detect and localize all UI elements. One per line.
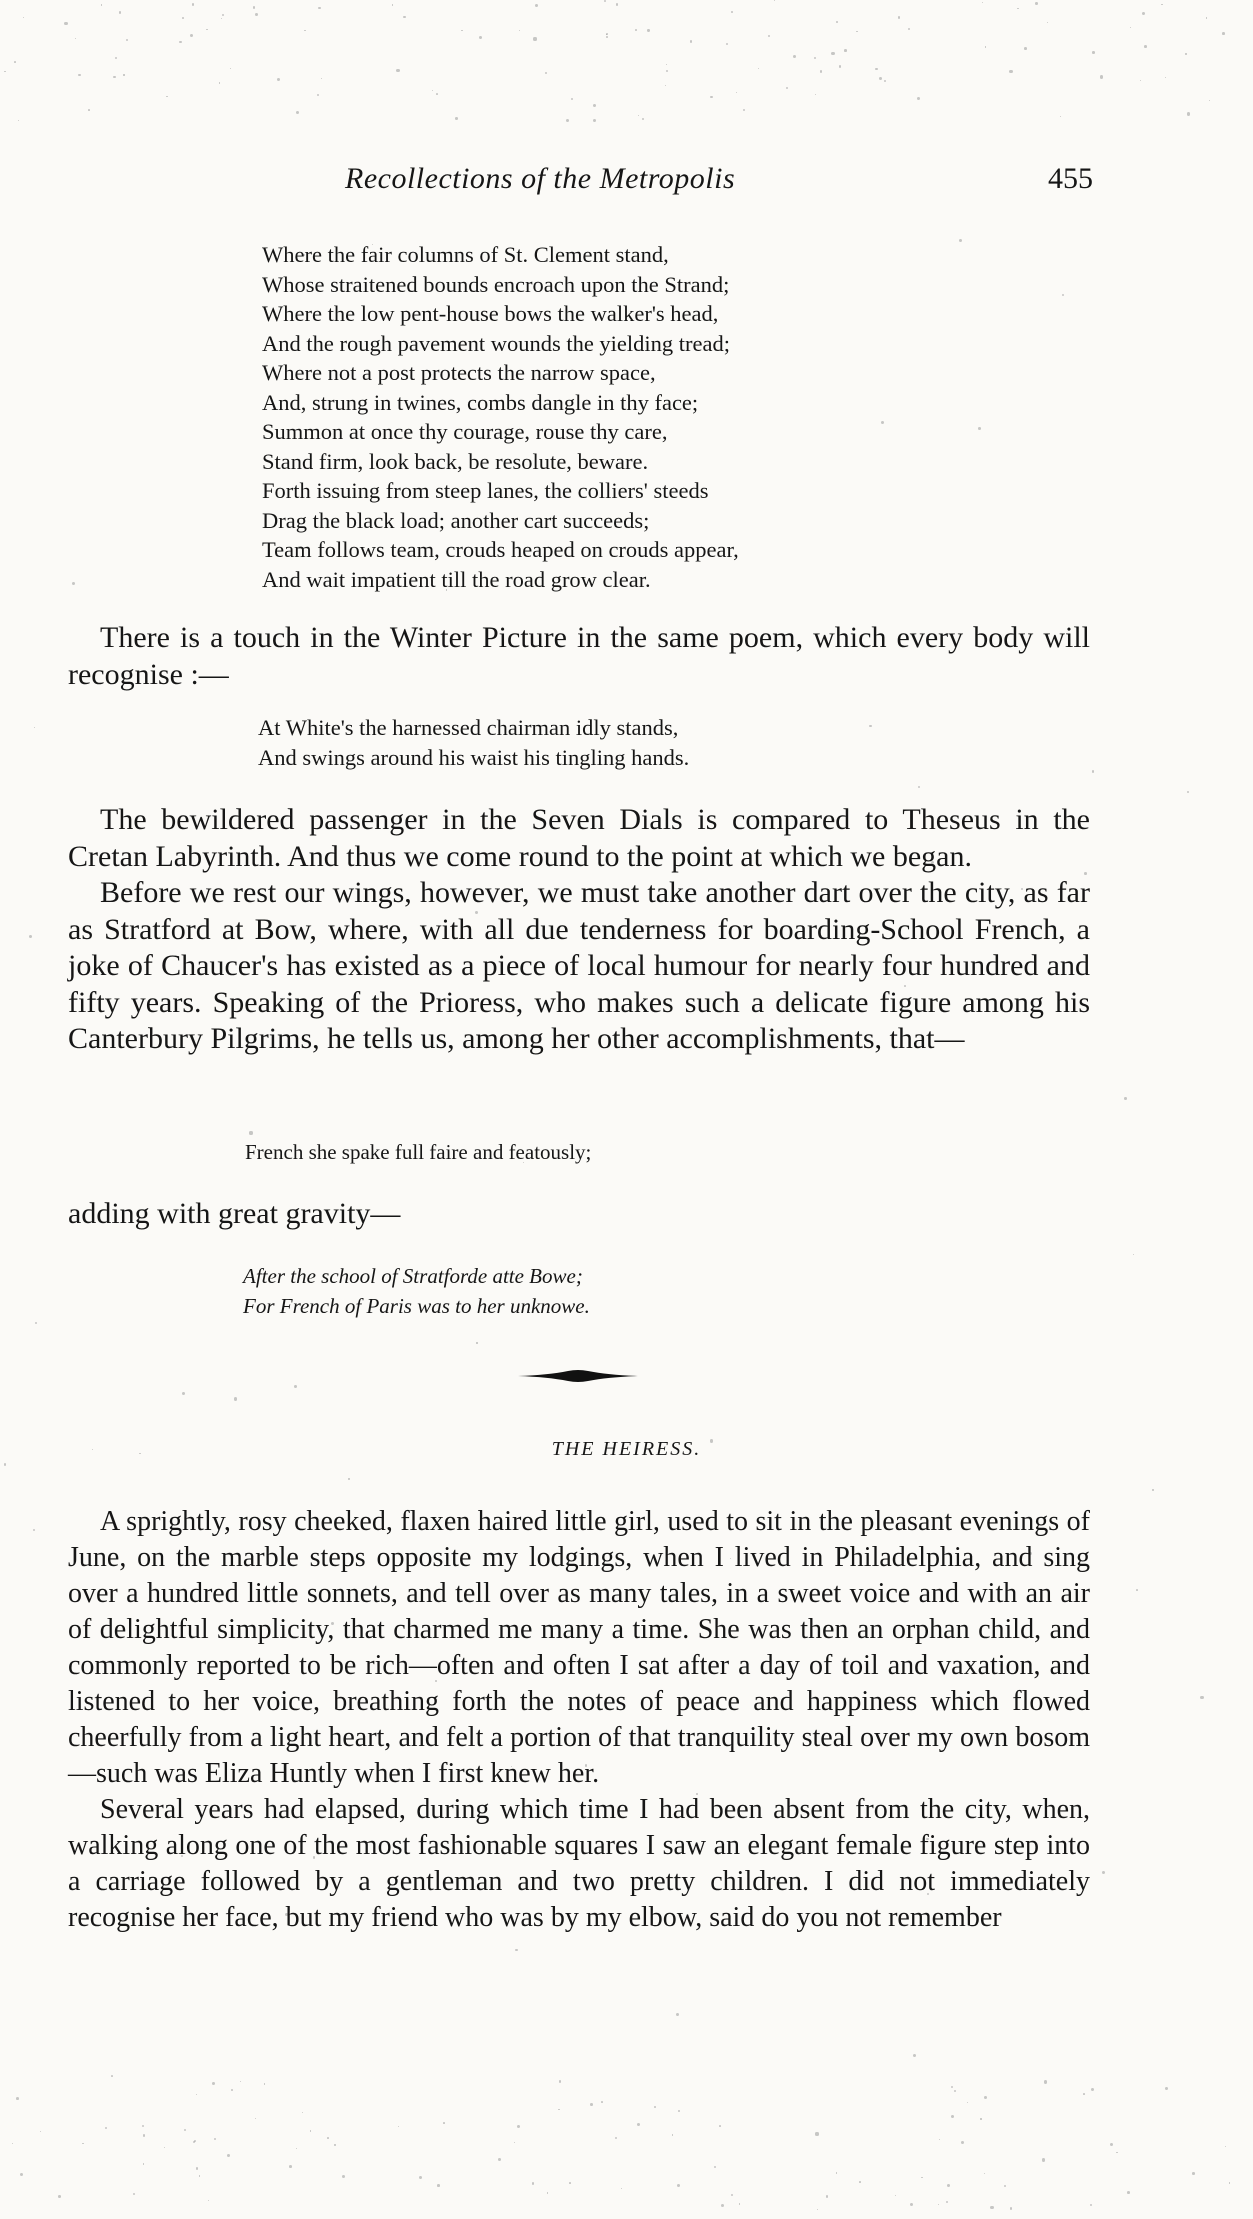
paper-speck [1187,791,1189,793]
paper-speck [1222,32,1225,35]
verse-line: And wait impatient till the road grow clear. [262,566,651,592]
paper-speck [721,2204,724,2207]
paper-speck [192,3,195,6]
paper-speck [676,2013,679,2016]
paper-speck [1110,2143,1113,2146]
verse-line: French she spake full faire and featously; [245,1140,592,1164]
paper-speck [23,17,24,18]
paper-speck [793,55,796,58]
paper-speck [690,40,692,42]
paper-speck [884,80,886,82]
paper-speck [398,2126,399,2127]
paper-speck [1009,70,1012,73]
paper-speck [318,7,320,9]
paper-speck [16,2097,19,2100]
paper-speck [1130,27,1131,28]
paper-speck [815,2132,818,2135]
paragraph-text: A sprightly, rosy cheeked, flaxen haired little girl, used to sit in the pleasant evenings of June, on the marble steps opposite my lodgings, when I lived in Philadelphia, and sing over a hundred little sonnets, and tell over as many tales, in a sweet voice and with an air of delightful simplicity, that charmed me many a time. She was then an orphan child, and commonly reported to be rich—often and often I sat after a day of toil and vaxation, and listened to her voice, breathing forth the notes of peace and happiness which flowed cheerfully from a light heart, and felt a portion of that tranquility steal over my own bosom—such was Eliza Huntly when I first knew her. [68,1506,1090,1789]
paper-speck [166,96,167,97]
paper-speck [559,2080,562,2083]
paper-speck [1017,8,1019,10]
paper-speck [196,2167,198,2169]
paper-speck [476,1342,477,1343]
paper-speck [1187,112,1190,115]
paper-speck [839,65,841,67]
paper-speck [113,76,115,78]
paper-speck [230,68,231,69]
paper-speck [1209,100,1210,101]
paper-speck [115,57,117,59]
paper-speck [75,38,76,39]
paper-speck [255,2118,256,2119]
paper-speck [164,2147,165,2148]
paper-speck [606,36,608,38]
paper-speck [939,2139,940,2140]
paper-speck [774,0,775,1]
paper-speck [221,18,222,19]
paper-speck [654,2106,656,2108]
paper-speck [14,61,16,63]
paper-speck [461,30,463,32]
paper-speck [615,2137,617,2139]
paper-speck [533,37,536,40]
paper-speck [1024,47,1027,50]
paragraph-gravity [68,1196,1090,1233]
paper-speck [1100,75,1103,78]
paper-speck [264,2083,266,2085]
paper-speck [898,16,900,18]
paper-speck [951,2115,954,2118]
verse-line: And swings around his waist his tingling hands. [258,744,690,770]
paper-speck [396,69,399,72]
paper-speck [1062,294,1064,296]
paper-speck [666,64,668,66]
paper-speck [219,82,220,83]
paper-speck [980,2118,981,2119]
paper-speck [558,2109,559,2110]
verse-line: Summon at once thy courage, rouse thy care, [262,419,668,444]
paper-speck [875,68,878,71]
paper-speck [946,2201,948,2203]
paper-speck [294,1385,297,1388]
paper-speck [856,31,857,32]
paper-speck [817,2209,818,2210]
paper-speck [255,13,258,16]
paper-speck [571,98,573,100]
paper-speck [143,2134,145,2136]
paper-speck [1010,2207,1013,2210]
paper-speck [240,2081,241,2082]
paper-speck [498,2158,501,2161]
paragraph-text: There is a touch in the Winter Picture in the same poem, which every body will recognise :— [68,621,1090,691]
paper-speck [519,30,521,32]
paper-speck [731,11,733,13]
paper-speck [758,68,759,69]
paragraph-text: Before we rest our wings, however, we must take another dart over the city, as far as Stratford at Bow, where, with all due tenderness for boarding-School French, a joke of Chaucer's has existed as a piece of local humour for nearly four hundred and fifty years. Speaking of the Prioress, who makes such a delicate figure among his Canterbury Pilgrims, he tells us, among her other accomplishments, that— [68,876,1090,1055]
paper-speck [105,2127,107,2129]
running-title: Recollections of the Metropolis [345,162,736,195]
paper-speck [1102,1871,1105,1874]
paper-speck [88,109,90,111]
paper-speck [621,2188,622,2189]
paper-speck [978,427,981,430]
paper-speck [1090,2204,1092,2206]
section-title: THE HEIRESS. [551,1438,702,1460]
paper-speck [20,2173,23,2176]
paragraph-text: The bewildered passenger in the Seven Dials is compared to Theseus in the Cretan Labyrinth. And thus we come round to the point at which we began. [68,803,1090,873]
paper-speck [72,582,75,585]
verse-line: And, strung in twines, combs dangle in thy face; [262,389,699,415]
paper-speck [1133,1254,1134,1255]
paper-speck [1229,2182,1230,2183]
paper-speck [1092,770,1095,773]
paper-speck [637,2123,640,2126]
paper-speck [182,17,184,19]
paper-speck [18,120,19,121]
paper-speck [647,29,649,31]
paper-speck [593,104,596,107]
paper-speck [334,2144,335,2145]
paper-speck [638,115,639,116]
paper-speck [327,2137,329,2139]
paper-speck [4,1463,6,1465]
verse-line: Stand firm, look back, be resolute, beware. [262,448,649,474]
paper-speck [58,2195,61,2198]
paper-speck [33,1529,35,1531]
paper-speck [212,2082,215,2085]
paper-speck [1047,22,1049,24]
paper-speck [517,2125,520,2128]
paper-speck [1165,77,1166,78]
paper-speck [768,35,770,37]
paper-speck [231,2089,233,2091]
paper-speck [836,2172,837,2173]
paper-speck [403,16,405,18]
paper-speck [234,1397,237,1400]
verse-line: Forth issuing from steep lanes, the colliers' steeds [262,478,709,503]
paper-speck [126,39,128,41]
paper-speck [227,2154,230,2157]
paper-speck [1060,116,1061,117]
paper-speck [1140,80,1141,81]
paper-speck [990,2206,993,2209]
paper-speck [736,92,737,93]
paper-speck [196,2094,197,2095]
paper-speck [1161,4,1163,6]
paper-speck [820,70,822,72]
paper-speck [601,2101,603,2103]
verse-line: And the rough pavement wounds the yielding tread; [262,330,731,356]
verse-line: At White's the harnessed chairman idly stands, [258,715,679,740]
paper-speck [1044,2080,1047,2083]
paper-speck [348,1478,349,1479]
paper-speck [1127,2191,1130,2194]
paper-speck [184,2129,186,2131]
verse-block-french [245,1138,591,1168]
paper-speck [437,2184,440,2187]
paper-speck [392,4,394,6]
paper-speck [82,2143,83,2144]
paper-speck [296,2148,297,2149]
paper-speck [34,727,35,728]
paper-speck [1206,17,1207,18]
paper-speck [289,2165,292,2168]
paper-speck [111,2075,113,2077]
paper-speck [29,935,32,938]
verse-line: Whose straitened bounds encroach upon the Strand; [262,271,730,297]
paragraph-text: adding with great gravity— [68,1197,401,1230]
paper-speck [436,93,438,95]
paragraph-winter-picture [68,620,1090,693]
verse-block-stratforde [243,1262,590,1321]
paper-speck [985,46,987,48]
paper-speck [443,2122,445,2124]
paper-speck [831,52,834,55]
paper-speck [895,2195,896,2196]
paper-speck [826,2195,829,2198]
paper-speck [1200,1696,1203,1699]
paper-speck [678,2110,680,2112]
paper-speck [1091,2088,1094,2091]
paper-speck [1192,2172,1195,2175]
paper-speck [739,2203,740,2204]
paper-speck [616,3,618,5]
paper-speck [814,57,816,59]
paper-speck [302,2112,303,2113]
paper-speck [214,2138,216,2140]
paper-speck [869,725,871,727]
paper-speck [1185,53,1186,54]
verse-line: Drag the black load; another cart succeeds; [262,507,650,533]
paper-speck [1083,2093,1085,2095]
paper-speck [938,2204,939,2205]
paper-speck [296,111,299,114]
paper-speck [119,11,122,14]
paper-speck [726,43,728,45]
paper-speck [1035,2,1038,5]
paper-speck [310,2130,312,2132]
paper-speck [206,29,207,30]
verse-line: After the school of Stratforde atte Bowe; [243,1264,583,1288]
paper-speck [1004,2185,1006,2187]
paper-speck [913,2054,916,2057]
paper-speck [1152,1489,1153,1490]
paper-speck [910,2203,913,2206]
paper-speck [133,2193,135,2195]
paper-speck [277,78,280,81]
paper-speck [590,2103,593,2106]
ornamental-divider [518,1369,638,1383]
paper-speck [317,94,320,97]
paper-speck [836,21,838,23]
paper-speck [954,2090,957,2093]
paper-speck [342,2175,345,2178]
paper-speck [665,85,666,86]
paper-speck [917,97,920,100]
paper-speck [604,0,606,2]
paper-speck [1225,2146,1226,2147]
page-number: 455 [1048,162,1093,195]
paper-speck [199,2175,200,2176]
paper-speck [1136,1589,1138,1591]
page-header [0,162,1253,202]
paper-speck [921,2177,923,2179]
paper-speck [714,2166,717,2169]
paper-speck [1124,1097,1127,1100]
paper-speck [101,4,102,5]
paper-speck [967,2102,968,2103]
paper-speck [947,2184,950,2187]
paper-speck [984,2173,985,2174]
paper-speck [514,2142,515,2143]
paper-speck [959,239,962,242]
paper-speck [253,6,256,9]
paper-speck [535,4,538,7]
paper-speck [1116,2152,1117,2153]
paper-speck [479,36,482,39]
paper-speck [908,28,910,30]
paper-speck [193,2141,195,2143]
paragraph-heiress [68,1504,1090,1936]
paper-speck [532,2182,535,2185]
verse-block-clement [262,240,739,594]
paragraph-seven-dials [68,802,1090,1058]
paper-speck [635,29,637,31]
paragraph-text: Several years had elapsed, during which time I had been absent from the city, when, walking along one of the most fashionable squares I saw an elegant female figure step into a carriage followed by a gentleman and two pretty children. I did not immediately recognise her face, but my friend who was by my elbow, said do you not remember [68,1794,1090,1933]
verse-line: For French of Paris was to her unknowe. [243,1293,590,1318]
paper-speck [879,77,882,80]
paper-speck [321,78,322,79]
paper-speck [419,2176,422,2179]
paper-speck [859,2181,861,2183]
paper-speck [566,119,569,122]
paper-speck [78,74,81,77]
paper-speck [208,2200,209,2201]
paper-speck [515,1949,517,1951]
paper-speck [1144,45,1147,48]
verse-line: Where not a post protects the narrow space, [262,360,656,385]
paper-speck [179,41,181,43]
paper-speck [918,786,920,788]
paper-speck [12,2143,13,2144]
paper-speck [881,421,884,424]
paper-speck [844,49,847,52]
paper-speck [123,74,124,75]
paper-speck [304,30,305,31]
paper-speck [1142,12,1145,15]
paper-speck [64,22,67,25]
verse-line: Where the low pent-house bows the walker's head, [262,301,719,326]
verse-line: Team follows team, crouds heaped on crouds appear, [262,537,739,562]
paper-speck [190,34,193,37]
paper-speck [984,2096,987,2099]
paper-speck [743,109,745,111]
paper-speck [606,33,608,35]
paper-speck [1165,2087,1168,2090]
paper-speck [710,96,712,98]
paper-speck [547,2192,548,2193]
paper-speck [4,71,6,73]
paper-speck [666,70,668,72]
verse-block-white [258,713,689,772]
paper-speck [677,2184,680,2187]
paper-speck [1042,2158,1045,2161]
paper-speck [731,2194,733,2196]
paper-speck [1092,51,1095,54]
paper-speck [182,1392,185,1395]
paper-speck [143,2163,145,2165]
paper-speck [642,118,644,120]
paper-speck [951,2086,953,2088]
paper-speck [593,119,596,122]
paper-speck [432,90,433,91]
paper-speck [545,72,547,74]
paper-speck [672,2134,674,2136]
paper-speck [719,2125,721,2127]
verse-line: Where the fair columns of St. Clement stand, [262,242,669,267]
paper-speck [982,2,983,3]
paper-speck [142,2125,144,2127]
paper-speck [455,117,458,120]
paper-speck [222,14,224,16]
paper-speck [815,94,816,95]
paper-speck [569,2182,571,2184]
paper-speck [961,2141,964,2144]
paper-speck [35,1322,38,1325]
paper-speck [40,2131,41,2132]
paper-speck [786,87,788,89]
paper-speck [249,1131,252,1134]
